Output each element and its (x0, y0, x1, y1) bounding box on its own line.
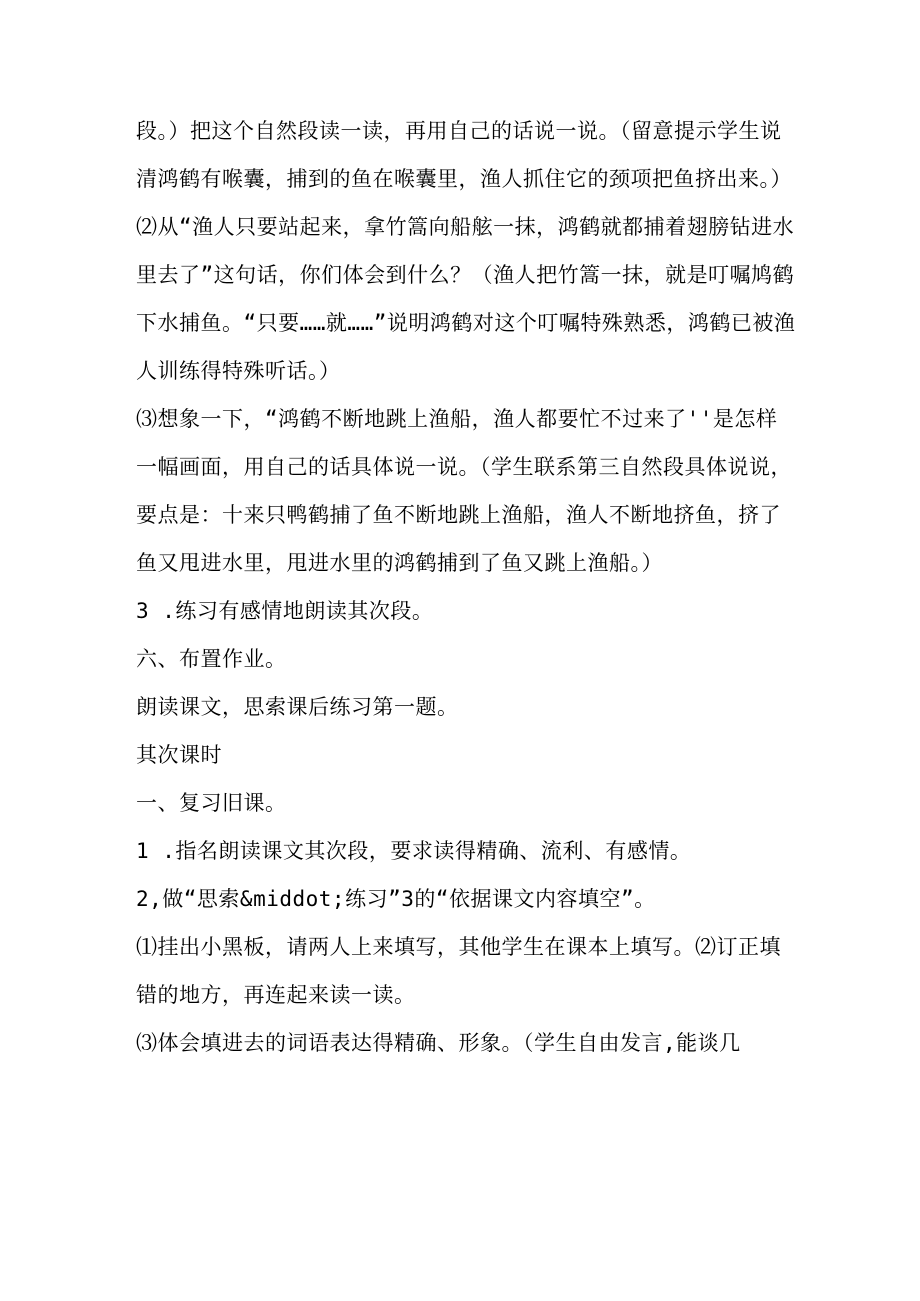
paragraph-12: ⑶体会填进去的词语表达得精确、形象。（学生自由发言,能谈几 (136, 1031, 741, 1055)
lesson-heading: 其次课时 (136, 743, 222, 767)
paragraph-4: 3 .练习有感情地朗读其次段。 (136, 599, 434, 623)
paragraph-10: 2,做“思索&middot;练习”3的“依据课文内容填空”。 (136, 887, 656, 911)
paragraph-6: 朗读课文，思索课后练习第一题。 (136, 695, 459, 719)
paragraph-2: ⑵从“渔人只要站起来，拿竹篙向船舷一抹，鸿鹤就都捕着翅膀钻进水里去了”这句话，你们体会到什么？（渔人把竹篙一抹，就是叮嘱鸠鹤下水捕鱼。“只要……就……”说明鸿鹤对这个叮嘱特殊熟悉，鸿鹤已被渔人训练得特殊听话。） (136, 215, 796, 383)
paragraph-3: ⑶想象一下，“鸿鹤不断地跳上渔船，渔人都要忙不过来了''是怎样一幅画面，用自己的话具体说一说。（学生联系第三自然段具体说说，要点是：十来只鸭鹤捕了鱼不断地跳上渔船，渔人不断地挤鱼，挤了鱼又甩进水里，甩进水里的鸿鹤捕到了鱼又跳上渔船。） (136, 407, 792, 575)
document-body (136, 107, 796, 1067)
section-heading-homework: 六、布置作业。 (136, 647, 287, 671)
paragraph-9: 1 .指名朗读课文其次段，要求读得精确、流利、有感情。 (136, 839, 692, 863)
paragraph-11: ⑴挂出小黑板，请两人上来填写，其他学生在课本上填写。⑵订正填错的地方，再连起来读一读。 (136, 935, 781, 1007)
paragraph-1: 段。）把这个自然段读一读，再用自己的话说一说。（留意提示学生说清鸿鹤有喉囊，捕到的鱼在喉囊里，渔人抓住它的颈项把鱼挤出来。） (136, 119, 792, 191)
section-heading-review: 一、复习旧课。 (136, 791, 287, 815)
